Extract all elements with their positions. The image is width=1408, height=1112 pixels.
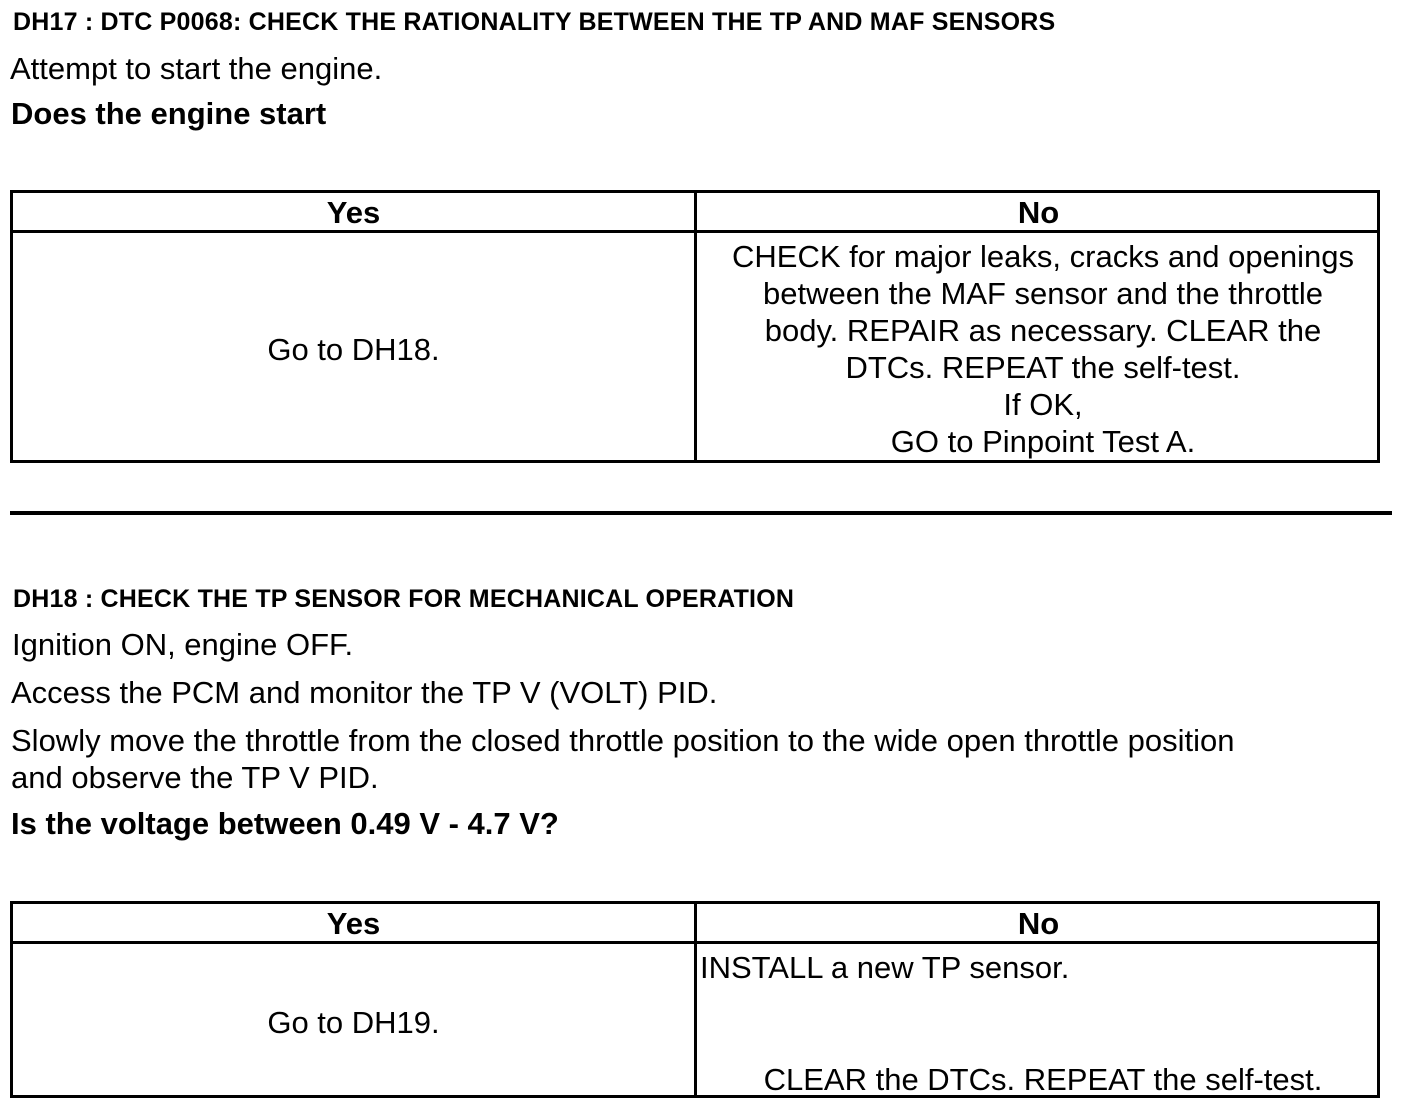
no-cell-text — [697, 238, 1389, 460]
step-text: Attempt to start the engine. — [10, 51, 383, 86]
section-divider — [10, 511, 1392, 515]
yes-header: Yes — [326, 906, 381, 941]
no-cell-line: body. REPAIR as necessary. CLEAR the — [764, 313, 1322, 348]
section-heading-dh17: DH17 : DTC P0068: CHECK THE RATIONALITY BETWEEN THE TP AND MAF SENSORS — [13, 8, 1056, 36]
yes-cell-text: Go to DH18. — [267, 332, 440, 367]
question-text: Does the engine start — [11, 96, 327, 131]
step-text: and observe the TP V PID. — [11, 760, 379, 795]
no-cell-line: If OK, — [1003, 387, 1083, 422]
no-cell-line: GO to Pinpoint Test A. — [890, 424, 1196, 459]
no-header: No — [1017, 906, 1060, 941]
no-cell-line: INSTALL a new TP sensor. — [700, 950, 1070, 985]
section-heading-dh18: DH18 : CHECK THE TP SENSOR FOR MECHANICAL OPERATION — [13, 585, 795, 613]
no-cell-line: CLEAR the DTCs. REPEAT the self-test. — [763, 1062, 1323, 1097]
decision-table-dh17 — [10, 190, 1380, 463]
no-cell-line: between the MAF sensor and the throttle — [762, 276, 1324, 311]
decision-table-dh18 — [10, 901, 1380, 1098]
step-text: Slowly move the throttle from the closed throttle position to the wide open throttle position — [11, 723, 1235, 758]
no-cell-line: DTCs. REPEAT the self-test. — [845, 350, 1241, 385]
no-cell-line: CHECK for major leaks, cracks and openings — [732, 239, 1354, 274]
yes-header: Yes — [326, 195, 381, 230]
yes-cell-text: Go to DH19. — [267, 1005, 440, 1040]
question-text: Is the voltage between 0.49 V - 4.7 V? — [11, 806, 559, 841]
no-header: No — [1017, 195, 1060, 230]
step-text: Access the PCM and monitor the TP V (VOLT) PID. — [11, 675, 718, 710]
step-text: Ignition ON, engine OFF. — [12, 627, 354, 662]
